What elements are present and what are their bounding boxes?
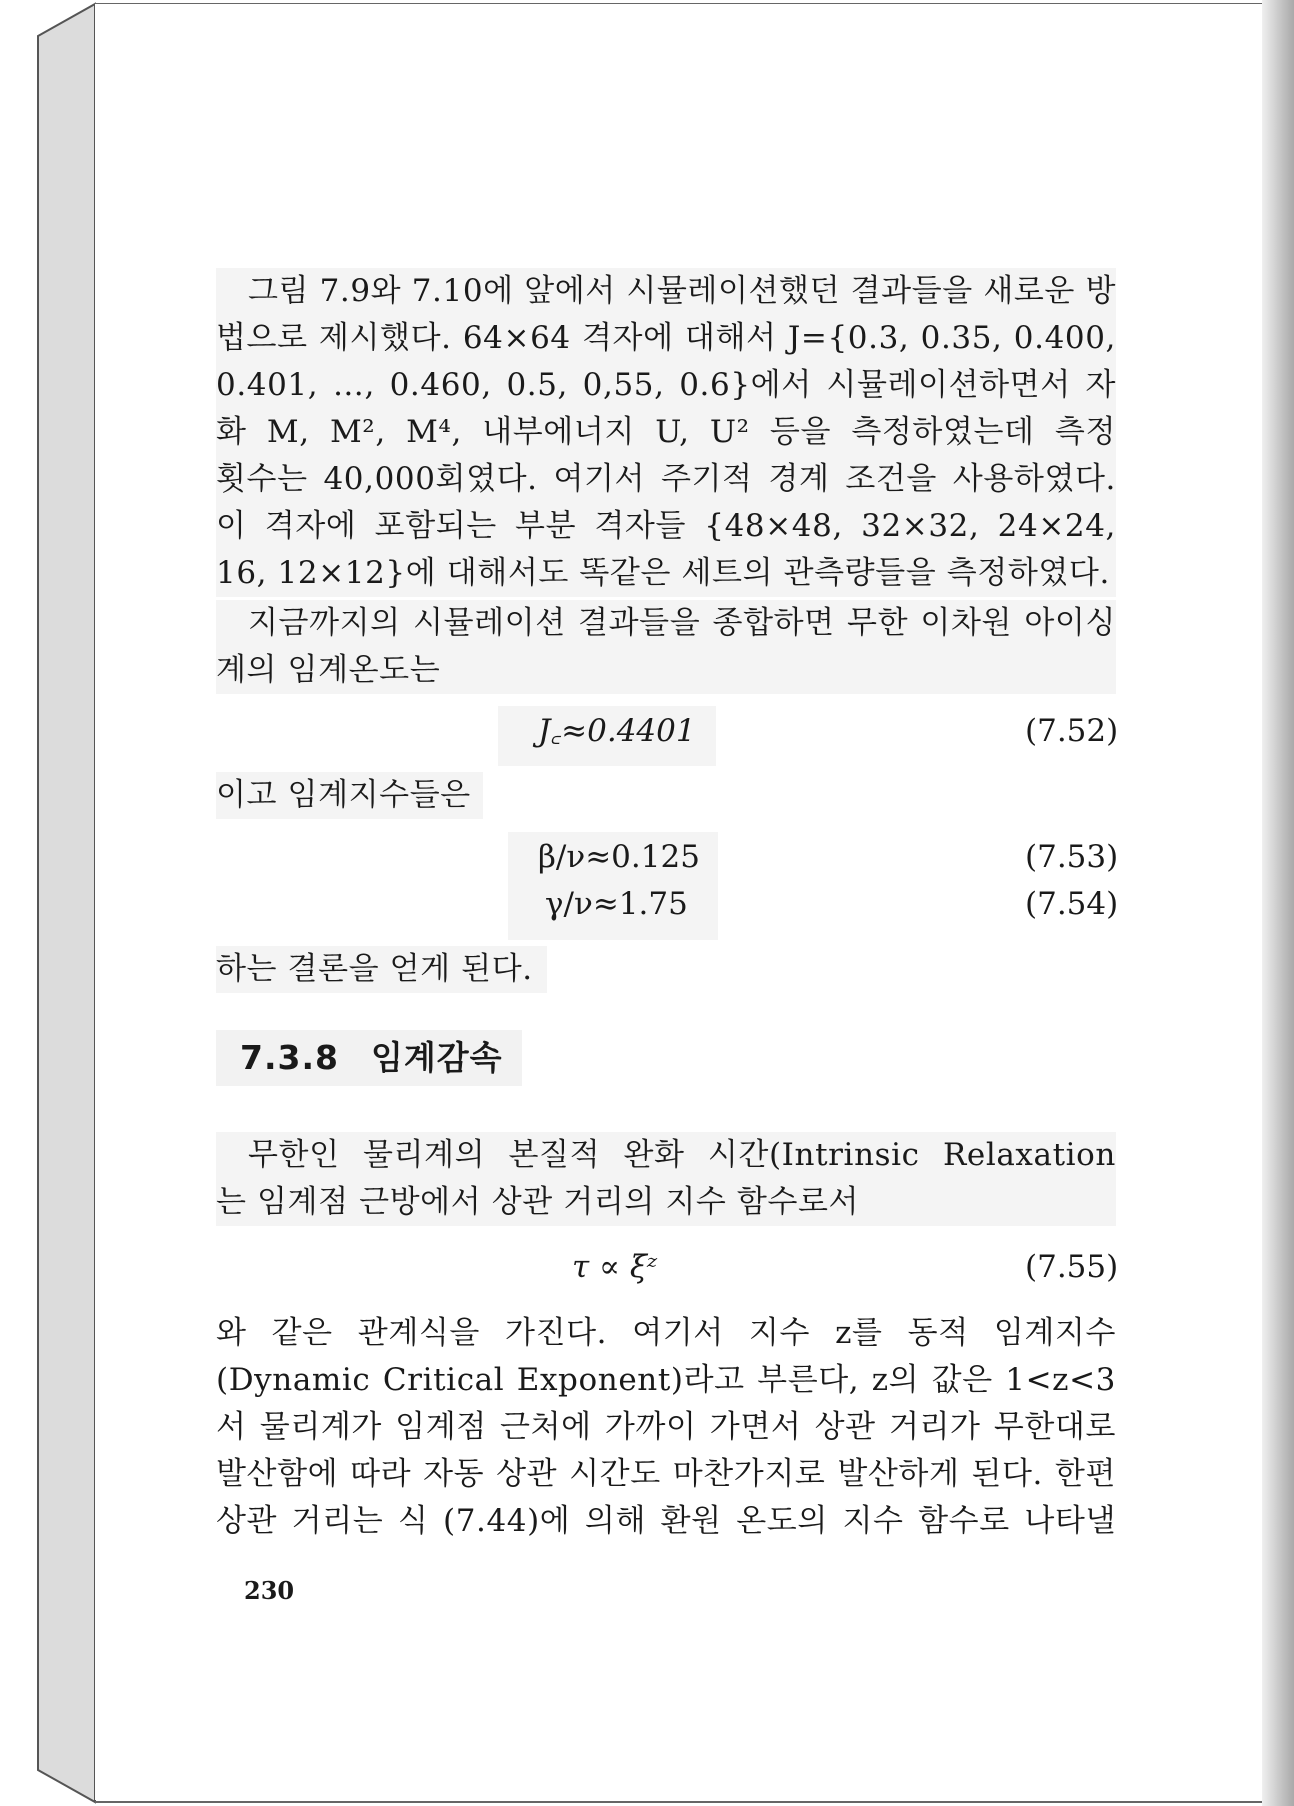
text-line: 계의 임계온도는	[216, 652, 441, 688]
equation-7-55	[0, 1244, 1294, 1290]
equation-number: (7.53)	[1025, 839, 1119, 875]
section-heading	[216, 1030, 522, 1086]
text-line: 화 M, M², M⁴, 내부에너지 U, U² 등을 측정하였는데 측정	[216, 414, 1116, 450]
text-line: 그림 7.9와 7.10에 앞에서 시뮬레이션했던 결과들을 새로운 방	[248, 273, 1116, 309]
paragraph-simulation-results	[216, 268, 1116, 597]
equation-7-54	[0, 881, 1294, 927]
text-line: 발산함에 따라 자동 상관 시간도 마찬가지로 발산하게 된다. 한편	[216, 1456, 1116, 1492]
text-after-eq-752	[216, 772, 483, 819]
equation-7-52	[0, 708, 1294, 754]
equation-expression: β/ν≈0.125	[538, 839, 700, 875]
equation-expression: γ/ν≈1.75	[545, 886, 688, 922]
text-line: 는 임계점 근방에서 상관 거리의 지수 함수로서	[216, 1184, 860, 1220]
equation-number: (7.55)	[1025, 1249, 1119, 1285]
text-line: 무한인 물리계의 본질적 완화 시간(Intrinsic Relaxation	[248, 1137, 1116, 1173]
text-line: 0.401, …, 0.460, 0.5, 0,55, 0.6}에서 시뮬레이션하면서 자	[216, 367, 1116, 403]
page-number: 230	[244, 1576, 295, 1605]
text-line: 하는 결론을 얻게 된다.	[216, 946, 547, 993]
text-line: 16, 12×12}에 대해서도 똑같은 세트의 관측량들을 측정하였다.	[216, 555, 1110, 591]
text-line: 이고 임계지수들은	[216, 772, 483, 819]
text-line: 서 물리계가 임계점 근처에 가까이 가면서 상관 거리가 무한대로	[216, 1409, 1116, 1445]
section-number: 7.3.8	[240, 1038, 339, 1077]
equation-number: (7.52)	[1025, 713, 1119, 749]
equation-expression: J꜀≈0.4401	[538, 713, 696, 749]
equation-expression: τ ∝ ξᶻ	[572, 1249, 658, 1285]
text-line: 상관 거리는 식 (7.44)에 의해 환원 온도의 지수 함수로 나타낼	[216, 1503, 1116, 1539]
section-title: 임계감속	[370, 1038, 503, 1077]
paragraph-relaxation-time	[216, 1132, 1116, 1226]
text-line: 횟수는 40,000회였다. 여기서 주기적 경계 조건을 사용하였다.	[216, 461, 1116, 497]
text-line: 와 같은 관계식을 가진다. 여기서 지수 z를 동적 임계지수	[216, 1315, 1116, 1351]
text-line: (Dynamic Critical Exponent)라고 부른다, z의 값은 1<z<3	[216, 1362, 1116, 1398]
paragraph-critical-temperature	[216, 600, 1116, 694]
text-after-eq-754	[216, 946, 547, 993]
equation-number: (7.54)	[1025, 886, 1119, 922]
text-line: 지금까지의 시뮬레이션 결과들을 종합하면 무한 이차원 아이싱	[248, 605, 1116, 641]
text-line: 이 격자에 포함되는 부분 격자들 {48×48, 32×32, 24×24,	[216, 508, 1116, 544]
equation-7-53	[0, 834, 1294, 880]
text-line: 법으로 제시했다. 64×64 격자에 대해서 J={0.3, 0.35, 0.400,	[216, 320, 1116, 356]
paragraph-dynamic-exponent	[216, 1310, 1116, 1545]
